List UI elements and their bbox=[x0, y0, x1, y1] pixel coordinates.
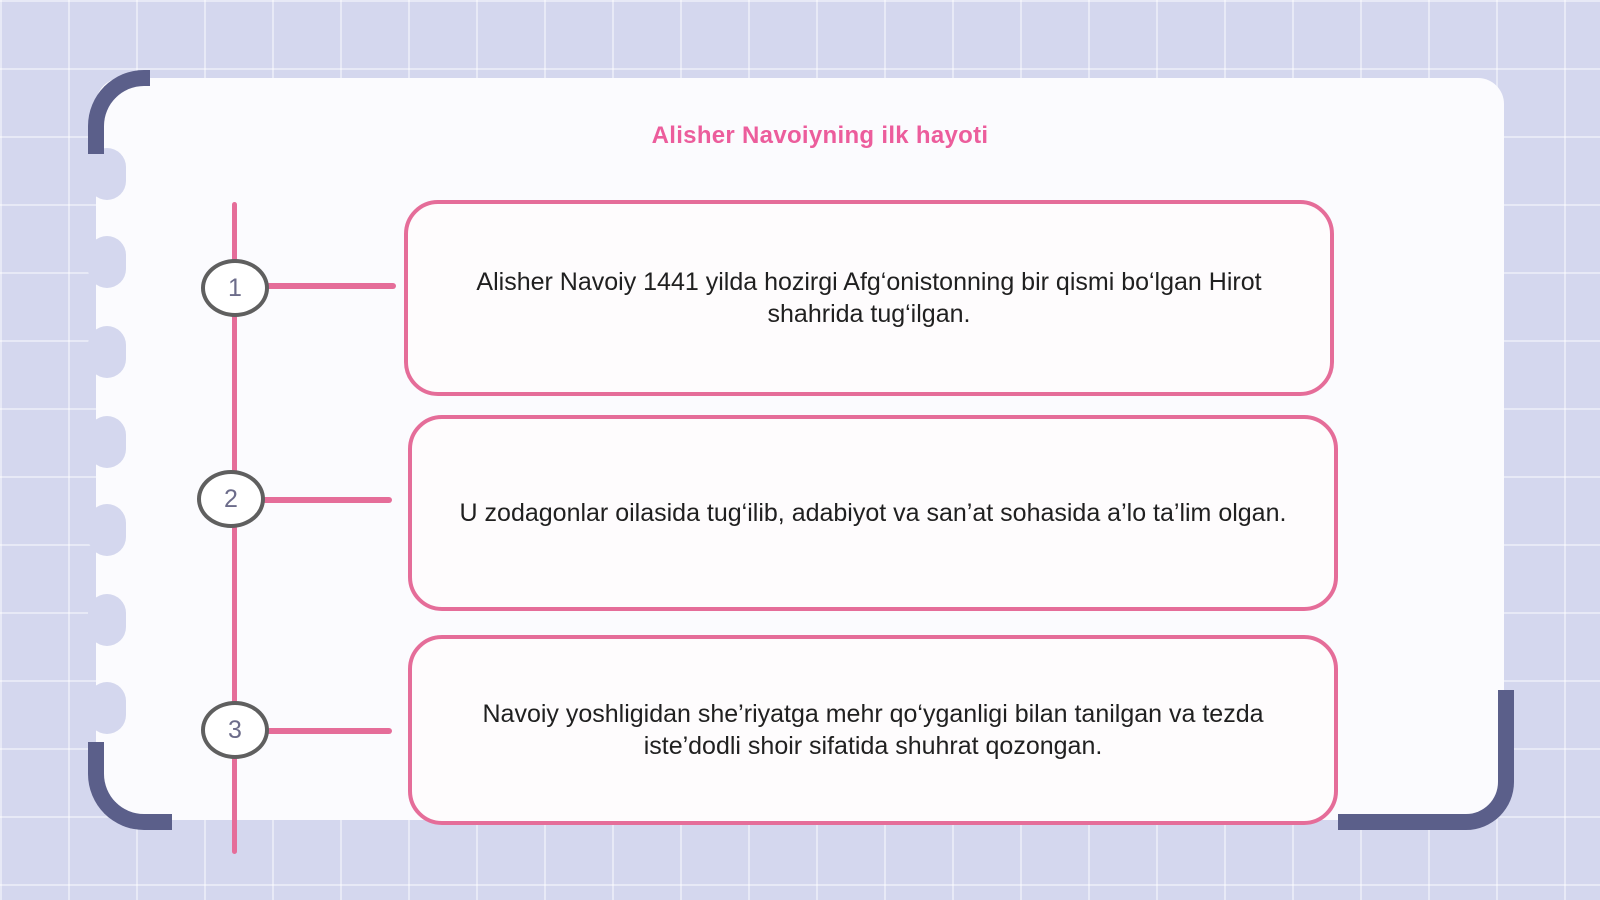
timeline-connector-1 bbox=[266, 283, 396, 289]
step-card-1: Alisher Navoiy 1441 yilda hozirgi Afg‘onistonning bir qismi bo‘lgan Hirot shahrida tug‘ilgan. bbox=[404, 200, 1334, 396]
frame-corner-bottom-left bbox=[88, 742, 172, 830]
step-number-2: 2 bbox=[197, 470, 265, 528]
paper-scallop-edge bbox=[88, 326, 126, 378]
paper-scallop-edge bbox=[88, 594, 126, 646]
timeline-connector-2 bbox=[262, 497, 392, 503]
step-card-2: U zodagonlar oilasida tug‘ilib, adabiyot va san’at sohasida a’lo ta’lim olgan. bbox=[408, 415, 1338, 611]
step-card-3: Navoiy yoshligidan she’riyatga mehr qo‘yganligi bilan tanilgan va tezda iste’dodli shoir sifatida shuhrat qozongan. bbox=[408, 635, 1338, 825]
timeline-connector-3 bbox=[266, 728, 392, 734]
slide-title: Alisher Navoiyning ilk hayoti bbox=[651, 122, 989, 149]
frame-corner-top-left bbox=[88, 70, 150, 154]
step-number-3: 3 bbox=[201, 701, 269, 759]
paper-scallop-edge bbox=[88, 682, 126, 734]
paper-scallop-edge bbox=[88, 148, 126, 200]
step-number-1: 1 bbox=[201, 259, 269, 317]
paper-scallop-edge bbox=[88, 416, 126, 468]
paper-scallop-edge bbox=[88, 236, 126, 288]
paper-scallop-edge bbox=[88, 504, 126, 556]
frame-corner-bottom-right bbox=[1338, 690, 1514, 830]
